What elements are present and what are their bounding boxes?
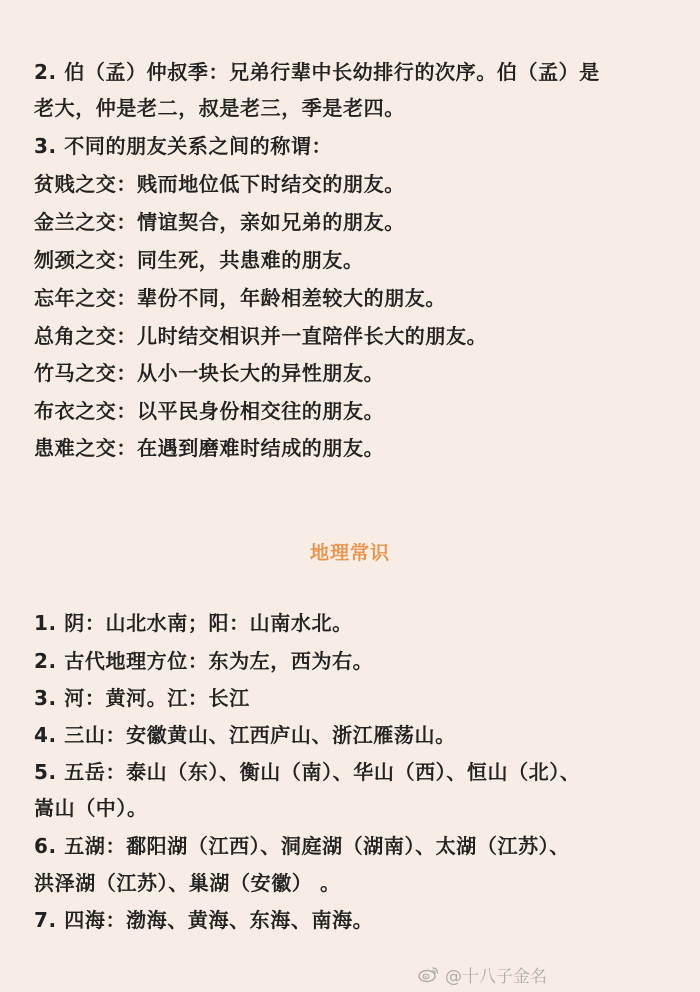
text-line: 患难之交：在遇到磨难时结成的朋友。	[34, 436, 385, 460]
text-line: 金兰之交：情谊契合，亲如兄弟的朋友。	[34, 210, 405, 234]
text-line: 老大，仲是老二，叔是老三，季是老四。	[34, 96, 405, 120]
text-line: 洪泽湖（江苏）、巢湖（安徽） 。	[34, 871, 341, 895]
text-line: 刎颈之交：同生死，共患难的朋友。	[34, 248, 364, 272]
text-line: 竹马之交：从小一块长大的异性朋友。	[34, 361, 385, 385]
text-line: 4. 三山：安徽黄山、江西庐山、浙江雁荡山。	[34, 723, 456, 747]
text-line: 3. 不同的朋友关系之间的称谓：	[34, 134, 333, 158]
text-line: 2. 伯（孟）仲叔季：兄弟行辈中长幼排行的次序。伯（孟）是	[34, 60, 600, 84]
text-line: 7. 四海：渤海、黄海、东海、南海。	[34, 908, 374, 932]
text-line: 2. 古代地理方位：东为左，西为右。	[34, 649, 374, 673]
text-line: 嵩山（中）。	[34, 796, 148, 820]
section-title: 地理常识	[309, 542, 390, 564]
text-line: 3. 河：黄河。江：长江	[34, 686, 250, 710]
text-line: 6. 五湖：鄱阳湖（江西）、洞庭湖（湖南）、太湖（江苏）、	[34, 834, 570, 858]
weibo-logo-icon	[418, 965, 440, 983]
text-line: 贫贱之交：贱而地位低下时结交的朋友。	[34, 172, 405, 196]
text-line: 5. 五岳：泰山（东）、衡山（南）、华山（西）、恒山（北）、	[34, 760, 581, 784]
text-line: 布衣之交：以平民身份相交往的朋友。	[34, 399, 385, 423]
text-line: 1. 阴：山北水南；阳：山南水北。	[34, 611, 353, 635]
text-line: 忘年之交：辈份不同，年龄相差较大的朋友。	[34, 286, 446, 310]
watermark-text: @十八子金名	[445, 966, 547, 987]
text-line: 总角之交：儿时结交相识并一直陪伴长大的朋友。	[34, 324, 488, 348]
watermark	[418, 962, 547, 986]
